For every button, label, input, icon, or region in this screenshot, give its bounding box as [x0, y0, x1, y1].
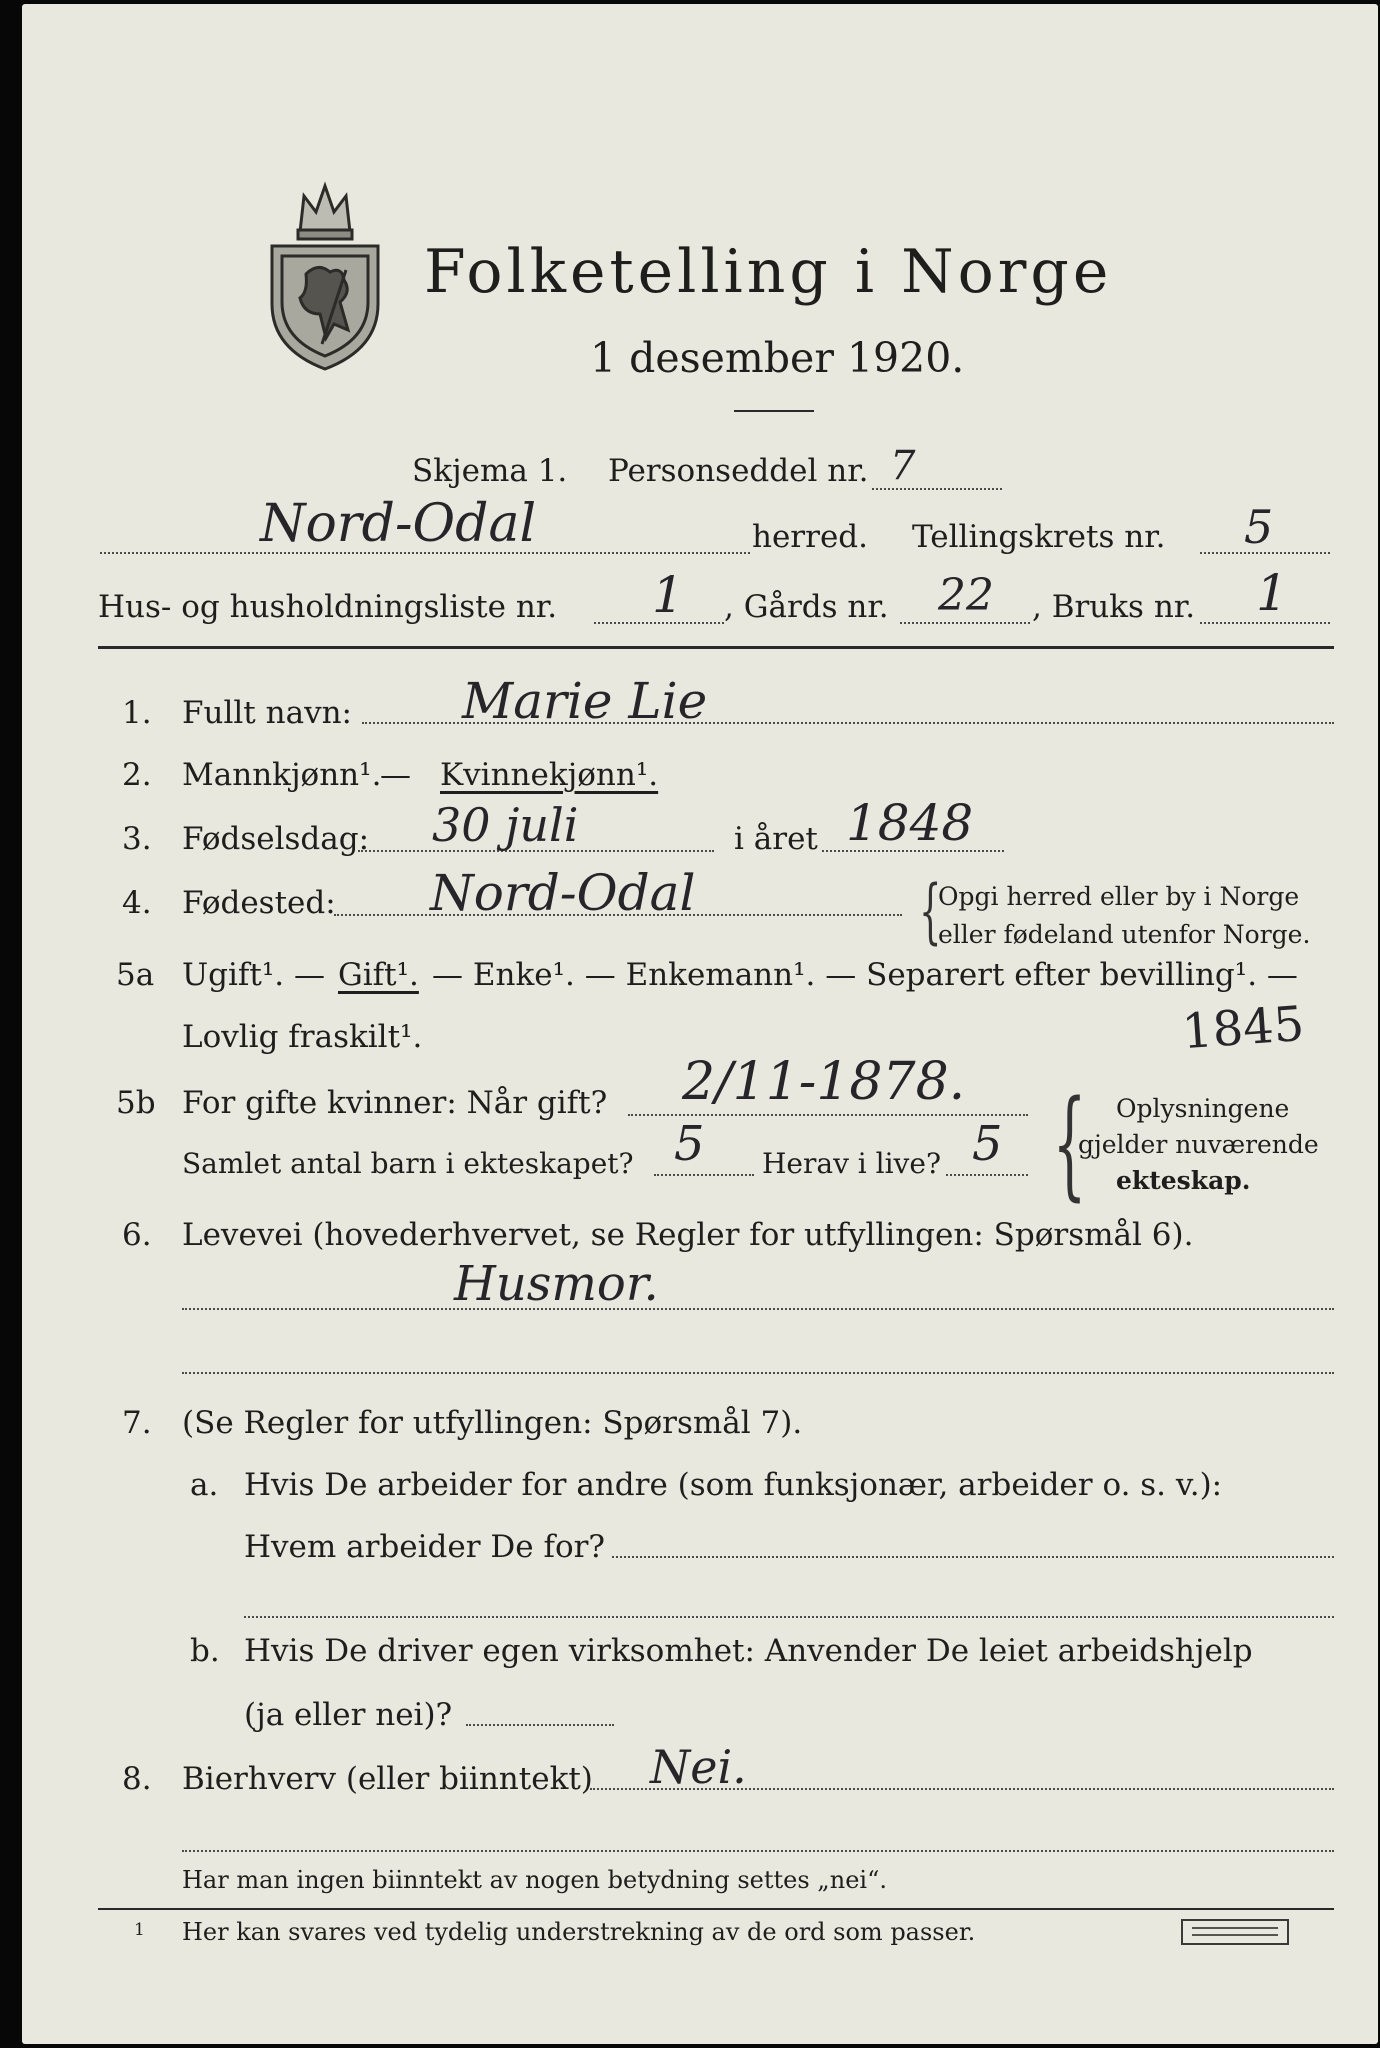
full-name-value[interactable]: Marie Lie — [462, 672, 708, 730]
occupation-label: Levevei (hovederhvervet, se Regler for utfyllingen: Spørsmål 6). — [182, 1217, 1194, 1253]
schema-label: Skjema 1. — [412, 453, 568, 489]
female-option[interactable]: Kvinnekjønn¹. — [440, 757, 659, 793]
herred-label: herred. — [752, 519, 868, 555]
birthplace-note-line1: Opgi herred eller by i Norge — [938, 882, 1300, 911]
marriage-date-value[interactable]: 2/11-1878. — [682, 1052, 966, 1112]
hus-label: Hus- og husholdningsliste nr. — [98, 589, 558, 625]
self-employed-question: Hvis De driver egen virksomhet: Anvender De leiet arbeidshjelp — [244, 1633, 1253, 1669]
married-option[interactable]: Gift¹. — [338, 957, 419, 993]
field-5b-number: 5b — [116, 1085, 156, 1121]
field-7a-letter: a. — [190, 1467, 219, 1503]
occupation-value[interactable]: Husmor. — [454, 1256, 659, 1312]
divorced-option[interactable]: Lovlig fraskilt¹. — [182, 1019, 423, 1055]
employee-question: Hvis De arbeider for andre (som funksjonær, arbeider o. s. v.): — [244, 1467, 1223, 1503]
children-count-label: Samlet antal barn i ekteskapet? — [182, 1147, 634, 1180]
birthplace-label: Fødested: — [182, 885, 336, 921]
header-divider — [98, 646, 1334, 649]
printer-stamp-icon — [1180, 1918, 1290, 1946]
birthdate-label: Fødselsdag: — [182, 821, 370, 857]
marriage-note-brace: { — [1052, 1074, 1087, 1212]
title-divider — [734, 410, 814, 412]
children-alive-label: Herav i live? — [762, 1147, 941, 1180]
marriage-date-label: For gifte kvinner: Når gift? — [182, 1085, 608, 1121]
side-income-value[interactable]: Nei. — [650, 1740, 747, 1794]
personseddel-value[interactable]: 7 — [890, 443, 916, 489]
gender-dash: — — [380, 757, 411, 793]
gards-value[interactable]: 22 — [938, 570, 994, 621]
field-3-number: 3. — [122, 821, 152, 857]
hus-value[interactable]: 1 — [652, 566, 684, 624]
footer-divider — [98, 1908, 1334, 1910]
employer-label: Hvem arbeider De for? — [244, 1529, 606, 1565]
tellingskrets-value[interactable]: 5 — [1244, 500, 1274, 554]
unmarried-option[interactable]: Ugift¹. — — [182, 957, 325, 993]
birthdate-value[interactable]: 30 juli — [432, 798, 579, 852]
birthplace-note-line2: eller fødeland utenfor Norge. — [938, 920, 1311, 949]
birthyear-label: i året — [734, 821, 818, 857]
employment-rules-label: (Se Regler for utfyllingen: Spørsmål 7). — [182, 1405, 803, 1441]
marriage-note-line3: ekteskap. — [1116, 1166, 1251, 1195]
field-4-number: 4. — [122, 885, 152, 921]
field-5a-number: 5a — [116, 957, 155, 993]
margin-note-year: 1845 — [1180, 995, 1306, 1061]
personseddel-label: Personseddel nr. — [608, 453, 869, 489]
census-form-page — [22, 4, 1378, 2044]
male-option[interactable]: Mannkjønn¹. — [182, 757, 382, 793]
children-count-value[interactable]: 5 — [674, 1116, 705, 1172]
birthyear-value[interactable]: 1848 — [846, 794, 974, 852]
tellingskrets-label: Tellingskrets nr. — [912, 519, 1166, 555]
footnote-text: Her kan svares ved tydelig understrekning av de ord som passer. — [182, 1918, 976, 1946]
bruks-label: , Bruks nr. — [1032, 589, 1196, 625]
census-date: 1 desember 1920. — [590, 334, 965, 382]
marriage-note-line2: gjelder nuværende — [1078, 1130, 1319, 1159]
form-title: Folketelling i Norge — [424, 237, 1113, 307]
field-8-number: 8. — [122, 1761, 152, 1797]
herred-value[interactable]: Nord-Odal — [260, 494, 537, 554]
field-6-number: 6. — [122, 1217, 152, 1253]
field-7-number: 7. — [122, 1405, 152, 1441]
employer-field[interactable] — [612, 1556, 1334, 1558]
birthplace-value[interactable]: Nord-Odal — [430, 864, 696, 922]
side-income-label: Bierhverv (eller biinntekt) — [182, 1761, 593, 1797]
hired-help-label: (ja eller nei)? — [244, 1697, 453, 1733]
field-2-number: 2. — [122, 757, 152, 793]
children-alive-value[interactable]: 5 — [972, 1116, 1003, 1172]
hired-help-field[interactable] — [466, 1724, 614, 1726]
full-name-label: Fullt navn: — [182, 695, 352, 731]
gards-label: , Gårds nr. — [724, 589, 889, 625]
marital-status-other-options[interactable]: — Enke¹. — Enkemann¹. — Separert efter bevilling¹. — — [432, 957, 1298, 993]
norwegian-coat-of-arms-icon — [260, 174, 390, 374]
bruks-value[interactable]: 1 — [1256, 564, 1288, 622]
field-1-number: 1. — [122, 695, 152, 731]
side-income-note: Har man ingen biinntekt av nogen betydning settes „nei“. — [182, 1866, 887, 1894]
field-7b-letter: b. — [190, 1633, 220, 1669]
footnote-mark: 1 — [134, 1920, 145, 1940]
marriage-note-line1: Oplysningene — [1116, 1094, 1290, 1123]
birthplace-note-brace: { — [919, 870, 942, 952]
